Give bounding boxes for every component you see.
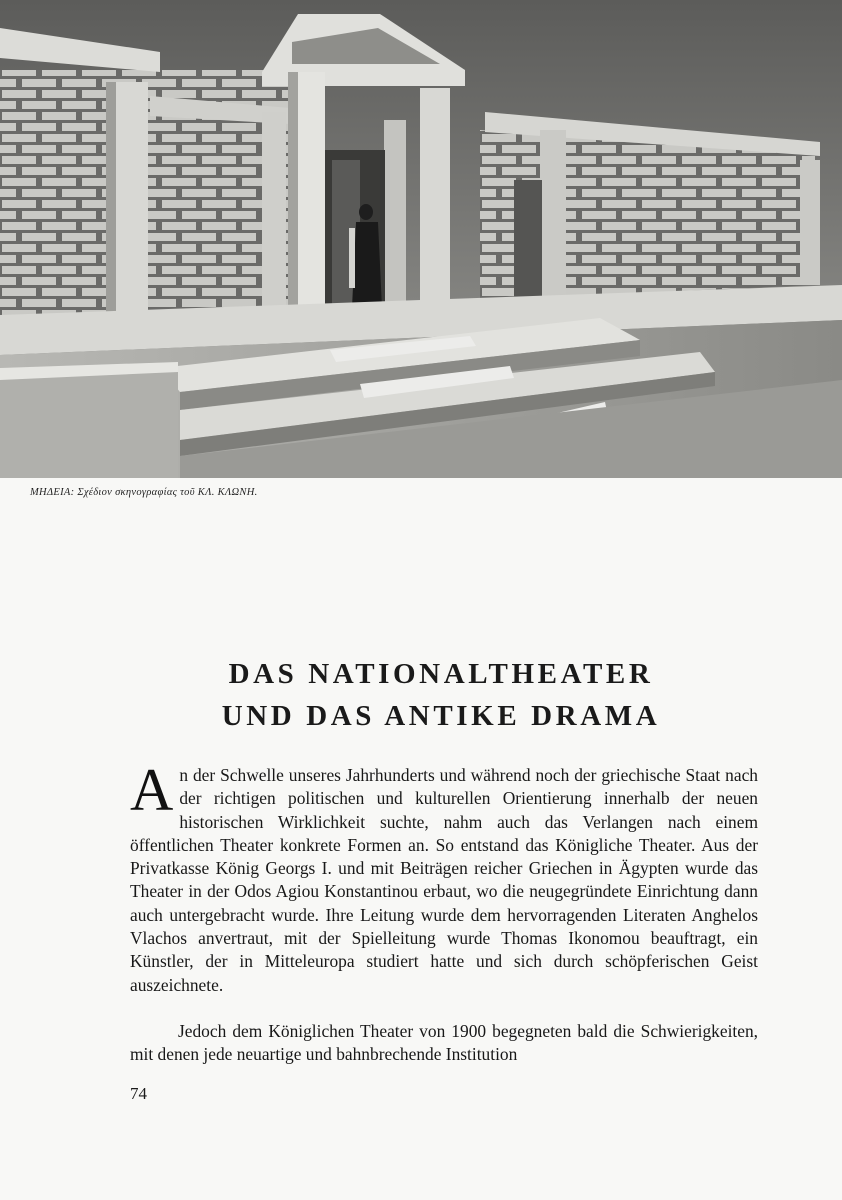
article-title-line-2: UND DAS ANTIKE DRAMA: [221, 700, 661, 732]
article-paragraph-2: Jedoch dem Königlichen Theater von 1900 begegneten bald die Schwierigkeiten, mit denen jede neuartige und bahnbrechende Institution: [130, 1021, 758, 1065]
paragraph-1-text: n der Schwelle unseres Jahrhunderts und während noch der griechische Staat nach der richtigen politischen und kulturellen Orientierung innerhalb der neuen historischen Wirklichkeit suchte, nahm auch das Verlangen nach einem öffentlichen Theater konkrete Formen an. So entstand das Königliche Theater. Aus der Privatkasse König Georgs I. und mit Beiträgen reicher Griechen in Ägypten wurde das Theater in der Odos Agiou Konstantinou erbaut, wo die neugegründete Einrichtung dann auch untergebracht wurde. Ihre Leitung wurde dem hervorragenden Literaten Anghelos Vlachos anvertraut, mit der Spielleitung wurde Thomas Ikonomou beauftragt, ein Künstler, der in Mitteleuropa studiert hatte und sich durch schöpferischen Geist auszeichnete.: [130, 765, 758, 995]
article-paragraph-1: [130, 757, 758, 997]
page-number: 74: [130, 1084, 147, 1103]
drop-cap: A: [130, 757, 174, 823]
stage-design-drawing: [0, 0, 842, 478]
article-title-line-1: DAS NATIONALTHEATER: [228, 658, 654, 690]
figure-caption: ΜΗΔΕΙΑ: Σχέδιον σκηνογραφίας τοῦ ΚΛ. ΚΛΩΝΗ.: [30, 487, 258, 498]
stage-design-illustration: [0, 0, 842, 478]
